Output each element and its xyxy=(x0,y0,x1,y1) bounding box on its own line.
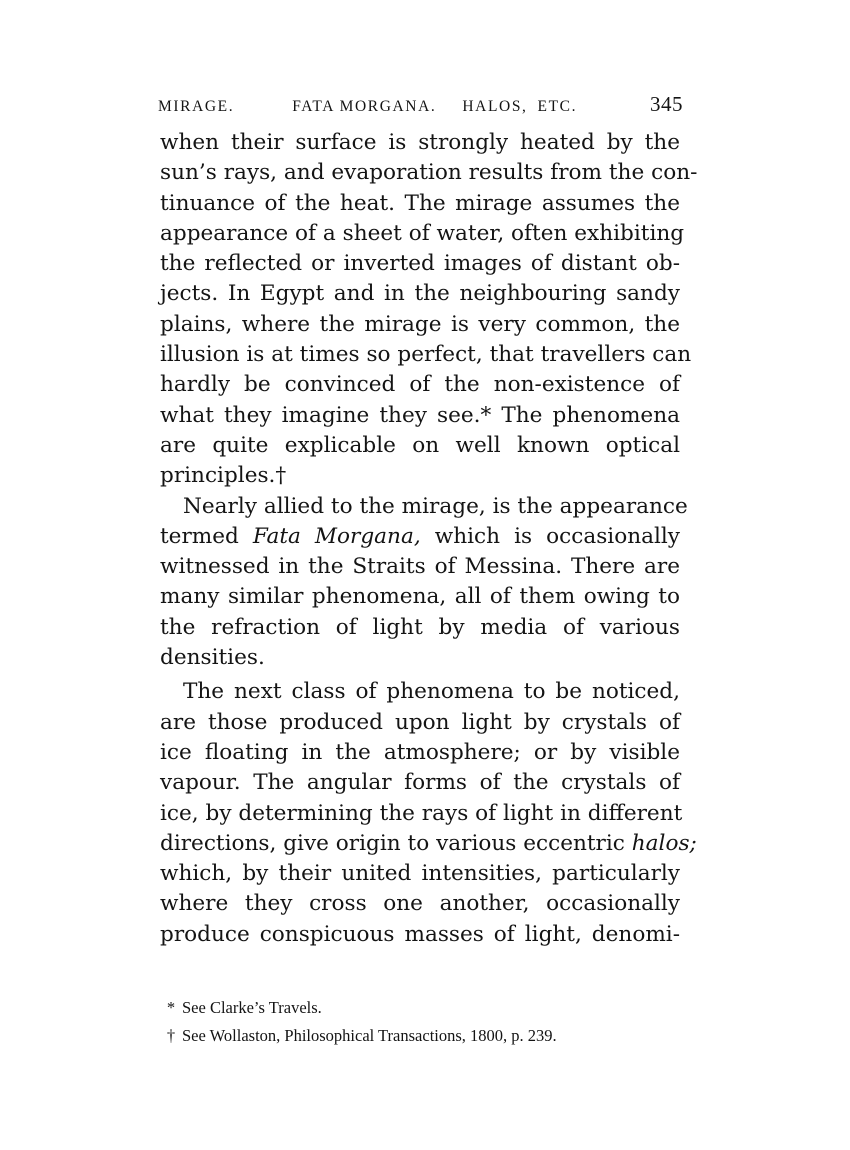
text-line: many similar phenomena, all of them owing to xyxy=(160,584,680,610)
text-line: the reflected or inverted images of distant ob- xyxy=(160,251,680,277)
footnote-clarke xyxy=(160,994,680,1022)
running-head-mirage: MIRAGE. xyxy=(158,98,235,115)
text-line xyxy=(160,829,697,859)
text-line: where they cross one another, occasionally xyxy=(160,891,680,917)
text-line: The next class of phenomena to be noticed, xyxy=(183,679,680,705)
italic-term-fata-morgana: Fata Morgana, xyxy=(252,523,421,549)
italic-term-halos: halos; xyxy=(631,830,697,856)
text-line: produce conspicuous masses of light, denomi- xyxy=(160,921,680,947)
footnote-wollaston xyxy=(160,1022,680,1050)
footnote-marker: * xyxy=(166,998,176,1017)
text-fragment: directions, give origin to various eccentric xyxy=(160,830,632,856)
text-line: witnessed in the Straits of Messina. There are xyxy=(160,554,680,580)
running-head-fata-morgana: FATA MORGANA. xyxy=(292,98,437,115)
page-number: 345 xyxy=(650,92,683,116)
running-head-etc: ETC. xyxy=(537,98,578,115)
footnote-marker: † xyxy=(166,1026,176,1045)
text-line: illusion is at times so perfect, that travellers can xyxy=(160,342,692,368)
text-line: which, by their united intensities, particularly xyxy=(160,861,680,887)
text-line: vapour. The angular forms of the crystals of xyxy=(160,770,680,796)
body-text xyxy=(160,128,698,950)
running-head-halos: HALOS, xyxy=(462,98,528,115)
paragraph-mirage xyxy=(160,128,698,492)
text-line: densities. xyxy=(160,645,265,671)
text-line: plains, where the mirage is very common, the xyxy=(160,311,680,337)
text-line: ice floating in the atmosphere; or by visible xyxy=(160,739,680,765)
text-line: the refraction of light by media of various xyxy=(160,614,680,640)
text-line: are quite explicable on well known optical xyxy=(160,432,680,458)
text-fragment: termed xyxy=(160,523,253,549)
text-line xyxy=(160,522,680,552)
paragraph-halos xyxy=(160,677,697,950)
footnote-text: See Clarke’s Travels. xyxy=(182,998,322,1017)
text-line: principles.† xyxy=(160,463,287,489)
text-line: jects. In Egypt and in the neighbouring sandy xyxy=(160,281,680,307)
text-line: ice, by determining the rays of light in different xyxy=(160,800,683,826)
text-line: are those produced upon light by crystals of xyxy=(160,709,680,735)
text-line: tinuance of the heat. The mirage assumes the xyxy=(160,190,680,216)
footnotes xyxy=(160,994,680,1050)
text-line: when their surface is strongly heated by the xyxy=(160,130,680,155)
paragraph-fata-morgana xyxy=(160,492,688,674)
text-fragment: which is occasionally xyxy=(420,523,680,549)
text-line: appearance of a sheet of water, often exhibiting xyxy=(160,220,685,246)
text-line: Nearly allied to the mirage, is the appearance xyxy=(183,493,688,519)
footnote-text: See Wollaston, Philosophical Transactions, 1800, p. 239. xyxy=(182,1026,557,1045)
text-line: hardly be convinced of the non-existence of xyxy=(160,372,680,398)
running-head xyxy=(158,92,683,124)
text-line: what they imagine they see.* The phenomena xyxy=(160,402,680,428)
text-line: sun’s rays, and evaporation results from the con- xyxy=(160,160,698,186)
